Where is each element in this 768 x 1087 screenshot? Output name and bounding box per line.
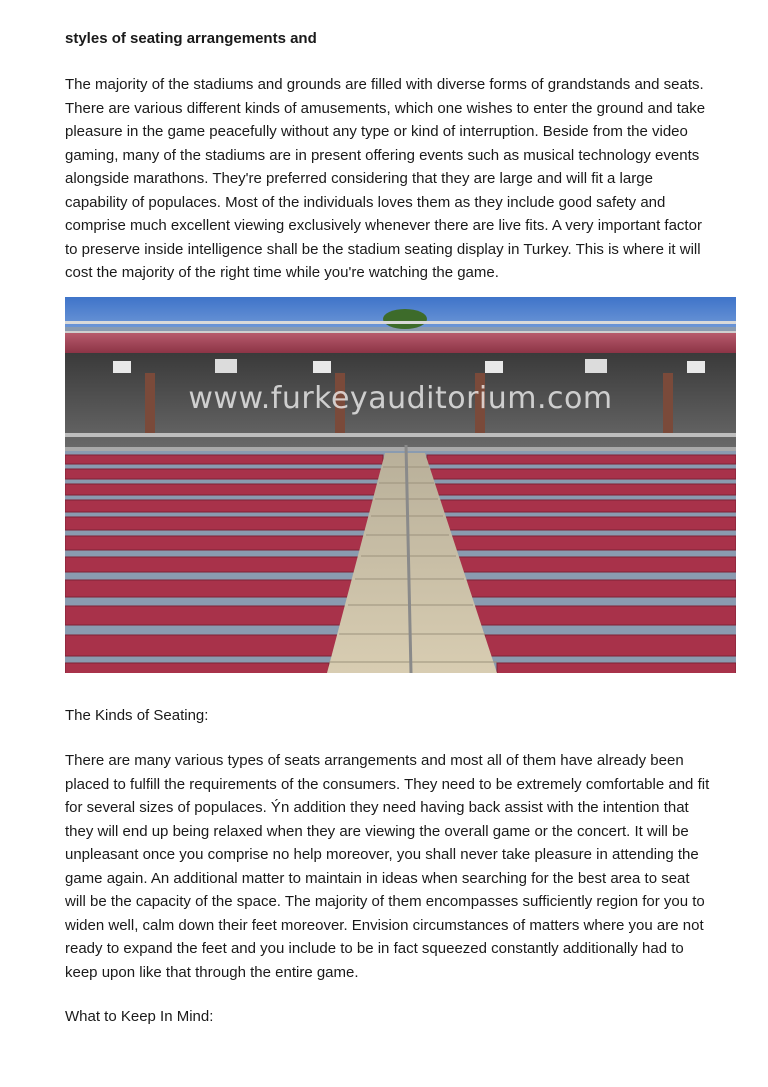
paragraph-line: they will end up being relaxed when they are viewing the overall game or the concert. It will be [65,822,689,840]
paragraph-line: to preserve inside intelligence shall be the stadium seating display in Turkey. This is where it will [65,240,701,258]
paragraph-line: pleasure in the game peacefully without any type or kind of interruption. Beside from the video [65,123,688,140]
paragraph-line: unpleasant once you comprise no help moreover, you shall never take pleasure in attending the [65,846,699,863]
photo-watermark: www.furkeyauditorium.com [188,381,613,416]
paragraph-line: alongside marathons. They're preferred considering that they are large and will fit a large [65,170,653,187]
section-heading: styles of seating arrangements and [65,30,317,47]
stadium-seating-photo [65,297,736,673]
section-label-mind: What to Keep In Mind: [65,1008,214,1025]
paragraph-line: There are various different kinds of amusements, which one wishes to enter the ground and take [65,99,706,117]
paragraph-line: placed to fulfill the requirements of the consumers. They need to be extremely comfortable and fit [65,775,710,793]
paragraph-line: The majority of the stadiums and grounds are filled with diverse forms of grandstands and seats. [65,76,704,93]
paragraph-line: capability of populaces. Most of the individuals loves them as they include good safety and [65,193,666,211]
kinds-paragraph [65,749,709,984]
paragraph-line: keep upon like that through the entire game. [65,963,359,981]
paragraph-line: widen well, calm down their feet moreover. Envision circumstances of matters where you are not [65,916,704,934]
stadium-illustration [65,297,736,673]
section-label-kinds: The Kinds of Seating: [65,707,209,724]
paragraph-line: game again. An additional matter to maintain in ideas when searching for the best area to seat [65,869,690,887]
paragraph-line: cost the majority of the right time while you're watching the game. [65,264,499,281]
paragraph-line: will be the capacity of the space. The majority of them encompasses sufficiently region for you to [65,893,705,910]
paragraph-line: gaming, many of the stadiums are in present offering events such as musical technology events [65,146,700,164]
intro-paragraph [65,73,705,285]
paragraph-line: for several sizes of populaces. Ýn addition they need having back assist with the intention that [65,799,689,816]
paragraph-line: ready to expand the feet and you include to be in fact squeezed constantly additionally had to [65,940,684,957]
paragraph-line: There are many various types of seats arrangements and most all of them have already been [65,752,684,769]
paragraph-line: comprise much excellent viewing exclusively whenever there are live fits. A very important factor [65,217,702,234]
